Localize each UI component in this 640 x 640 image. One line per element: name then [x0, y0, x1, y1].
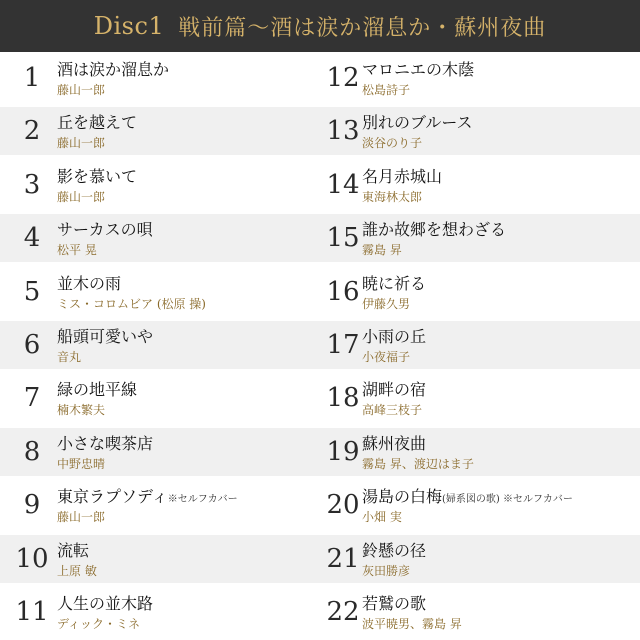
track-list: [0, 52, 640, 640]
track-number: 3: [23, 169, 41, 200]
track-number: 21: [326, 543, 360, 574]
track-number: 6: [23, 330, 41, 360]
track-title: [57, 541, 89, 561]
track-title: [57, 380, 137, 400]
track-item: [0, 428, 320, 476]
track-title-text: 湖畔の宿: [362, 380, 427, 400]
track-item: [320, 268, 640, 316]
track-artist: 藤山一郎: [57, 189, 106, 204]
track-number: 2: [23, 116, 41, 147]
track-artist: 波平暁男、霧島 昇: [362, 617, 462, 631]
track-item: [0, 107, 320, 155]
track-title-text: 並木の雨: [57, 273, 122, 293]
track-number: 1: [23, 63, 41, 93]
track-row: [0, 481, 640, 529]
disc-title: 戦前篇～酒は涙か溜息か・蘇州夜曲: [178, 15, 547, 41]
track-artist: 藤山一郎: [57, 510, 106, 525]
track-row: [0, 161, 640, 209]
track-item: [320, 481, 640, 529]
track-item: [320, 54, 640, 102]
track-title-text: マロニエの木蔭: [362, 60, 475, 79]
track-title: [362, 594, 426, 614]
track-row: [0, 268, 640, 316]
track-artist: 音丸: [57, 350, 82, 364]
track-row: [0, 107, 640, 155]
track-artist: 小夜福子: [362, 350, 411, 364]
track-number: 8: [23, 436, 41, 467]
track-title-text: 人生の並木路: [57, 594, 154, 613]
track-artist: 小畑 実: [362, 510, 402, 525]
track-artist: 東海林太郎: [362, 189, 423, 204]
track-title-text: 誰か故郷を想わざる: [362, 220, 507, 240]
track-item: [0, 374, 320, 422]
track-number: 9: [23, 490, 41, 521]
track-title-text: 小雨の丘: [362, 327, 427, 346]
track-artist: 楠木繁夫: [57, 403, 106, 418]
track-row: [0, 321, 640, 369]
track-number: 13: [326, 116, 360, 147]
track-title-text: 緑の地平線: [57, 380, 138, 400]
track-number: 18: [326, 383, 360, 414]
track-item: [0, 535, 320, 583]
track-title-text: 湯島の白梅: [362, 487, 443, 507]
track-number: 4: [23, 223, 41, 254]
track-title: [57, 487, 238, 510]
track-number: 17: [326, 330, 360, 360]
track-artist: 淡谷のり子: [362, 136, 423, 151]
track-note: (婦系図の歌) ※セルフカバー: [442, 494, 573, 506]
track-artist: 霧島 昇: [362, 243, 402, 258]
track-title-text: サーカスの唄: [57, 220, 153, 240]
track-item: [320, 535, 640, 583]
track-title: [57, 167, 137, 187]
track-number: 10: [15, 543, 49, 574]
track-item: [320, 428, 640, 476]
track-title-text: 蘇州夜曲: [362, 433, 427, 453]
track-number: 7: [23, 383, 41, 414]
track-title: [57, 220, 153, 240]
track-item: [320, 374, 640, 422]
track-item: [320, 214, 640, 262]
track-title: [362, 220, 506, 240]
track-item: [0, 54, 320, 102]
track-item: [0, 481, 320, 529]
track-title: [57, 60, 169, 80]
track-title: [362, 274, 426, 294]
track-title-text: 酒は涙か溜息か: [57, 60, 170, 79]
track-item: [0, 268, 320, 316]
track-title-text: 名月赤城山: [362, 166, 443, 186]
track-artist: 高峰三枝子: [362, 403, 423, 418]
track-item: [320, 588, 640, 636]
track-title-text: 鈴懸の径: [362, 540, 427, 560]
track-row: [0, 428, 640, 476]
track-title-text: 流転: [57, 540, 90, 560]
disc-header: [0, 0, 640, 52]
track-item: [320, 107, 640, 155]
track-title: [362, 380, 426, 400]
track-number: 5: [23, 276, 41, 307]
track-artist: ミス・コロムビア (松原 操): [57, 296, 206, 311]
track-title: [57, 113, 137, 133]
track-title: [362, 434, 426, 454]
track-number: 22: [326, 597, 360, 627]
track-title: [362, 541, 426, 561]
track-number: 11: [15, 597, 49, 627]
track-item: [320, 321, 640, 369]
track-artist: 藤山一郎: [57, 83, 106, 97]
track-title-text: 影を慕いて: [57, 166, 138, 186]
track-number: 19: [326, 436, 360, 467]
track-item: [0, 321, 320, 369]
track-title-text: 船頭可愛いや: [57, 327, 154, 346]
track-note: ※セルフカバー: [167, 494, 238, 506]
track-title: [57, 434, 153, 454]
track-artist: 中野忠晴: [57, 456, 106, 471]
track-title: [362, 167, 442, 187]
track-artist: 霧島 昇、渡辺はま子: [362, 456, 474, 471]
track-artist: 松平 晃: [57, 243, 97, 258]
track-title: [362, 60, 474, 80]
track-title-text: 丘を越えて: [57, 113, 138, 133]
disc-label: Disc1: [93, 12, 165, 40]
track-title: [57, 274, 121, 294]
track-artist: 伊藤久男: [362, 296, 411, 311]
track-item: [0, 588, 320, 636]
track-title-text: 東京ラプソディ: [57, 487, 168, 507]
track-artist: 松島詩子: [362, 83, 411, 97]
track-title: [362, 113, 473, 133]
track-number: 15: [326, 223, 360, 254]
track-title: [57, 327, 153, 347]
track-artist: 藤山一郎: [57, 136, 106, 151]
track-row: [0, 214, 640, 262]
track-title: [362, 487, 573, 510]
track-item: [320, 161, 640, 209]
track-number: 14: [326, 169, 360, 200]
track-title: [362, 327, 426, 347]
track-row: [0, 588, 640, 636]
track-title-text: 暁に祈る: [362, 273, 427, 293]
track-row: [0, 535, 640, 583]
track-number: 20: [326, 490, 360, 521]
track-artist: 上原 敏: [57, 563, 97, 578]
track-item: [0, 161, 320, 209]
track-title: [57, 594, 153, 614]
track-artist: ディック・ミネ: [57, 617, 141, 631]
track-row: [0, 374, 640, 422]
track-title-text: 小さな喫茶店: [57, 433, 154, 453]
track-number: 16: [326, 276, 360, 307]
track-item: [0, 214, 320, 262]
track-title-text: 別れのブルース: [362, 113, 473, 133]
track-row: [0, 54, 640, 102]
track-title-text: 若鷲の歌: [362, 594, 427, 613]
track-number: 12: [326, 63, 360, 93]
track-artist: 灰田勝彦: [362, 563, 411, 578]
